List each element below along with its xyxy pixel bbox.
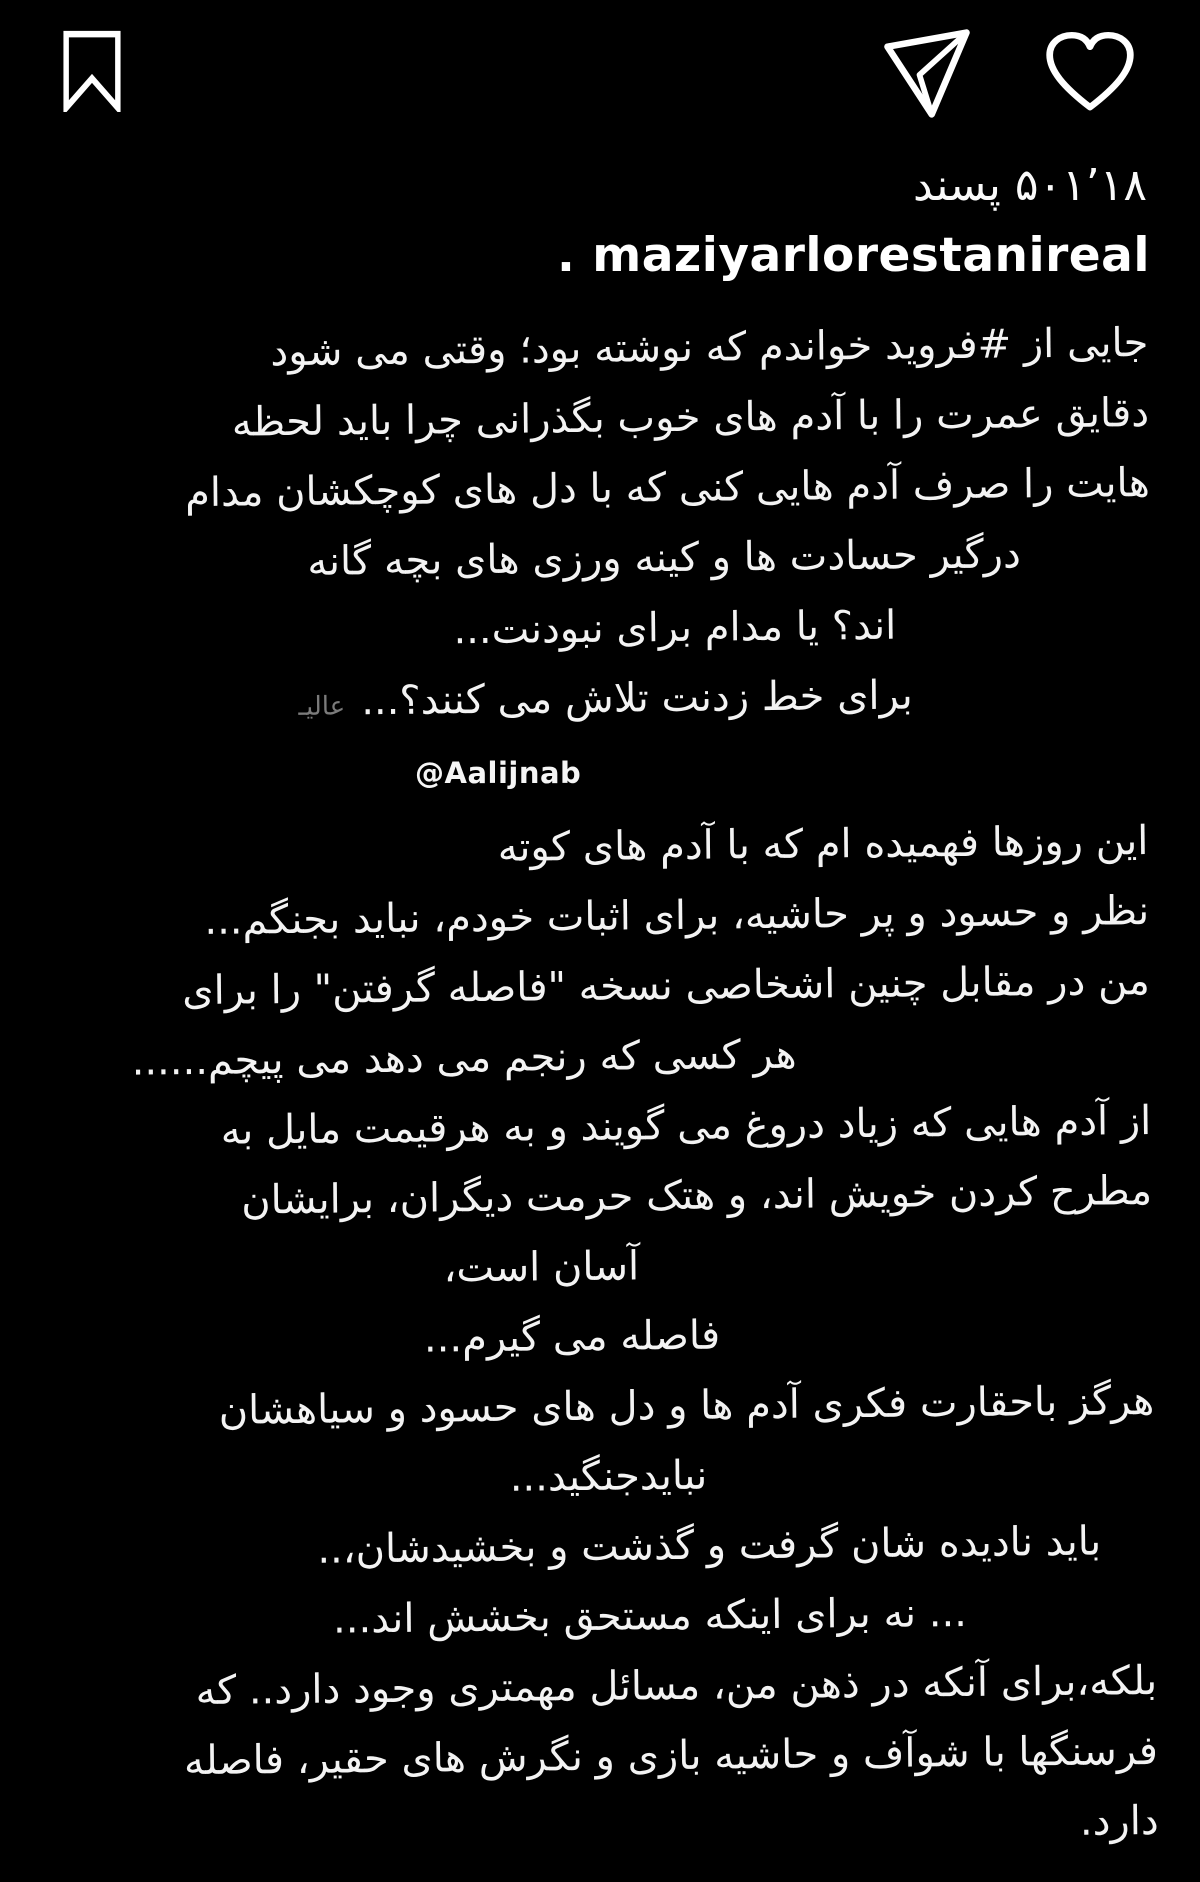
caption-line: مطرح کردن خویش اند، و هتک حرمت دیگران، برایشان xyxy=(241,1167,1153,1224)
save-button[interactable] xyxy=(58,30,126,112)
watermark-credit: @Aalijnab xyxy=(415,756,582,790)
like-button[interactable] xyxy=(1042,28,1138,118)
caption-line: دارد. xyxy=(1079,1797,1159,1845)
caption-paragraph-2 xyxy=(55,806,1159,1867)
caption-line: این روزها فهمیده ام که با آدم های کوته xyxy=(497,817,1149,871)
caption-line: درگیر حسادت ها و کینه ورزی های بچه گانه xyxy=(307,531,1022,585)
caption-line: باید نادیده شان گرفت و گذشت و بخشیدشان،.. xyxy=(317,1518,1102,1573)
bookmark-icon xyxy=(58,30,126,112)
caption-line: اند؟ یا مدام برای نبودنت... xyxy=(453,602,897,654)
caption-line: از آدم هایی که زیاد دروغ می گویند و به هرقیمت مایل به xyxy=(220,1097,1152,1154)
likes-count[interactable]: ۱۸’۵۰۱ پسند xyxy=(912,160,1147,211)
caption-line: نبایدجنگید... xyxy=(509,1452,708,1501)
username[interactable]: . maziyarlorestanireal xyxy=(557,228,1150,283)
caption-line: ... نه برای اینکه مستحق بخشش اند... xyxy=(332,1589,968,1643)
caption-line: فاصله می گیرم... xyxy=(423,1312,721,1362)
caption-line: من در مقابل چنین اشخاصی نسخه "فاصله گرفتن" را برای xyxy=(182,957,1151,1015)
caption-line: آسان است، xyxy=(443,1243,640,1292)
caption-line xyxy=(59,658,1153,744)
caption-line: هر کسی که رنجم می دهد می پیچم...... xyxy=(131,1031,797,1085)
caption-line: بلکه،برای آنکه در ذهن من، مسائل مهمتری وجود دارد.. که xyxy=(195,1657,1158,1715)
share-button[interactable] xyxy=(880,26,974,120)
watermark-remnant: عالیـ xyxy=(298,691,346,722)
heart-icon xyxy=(1042,28,1138,118)
caption-line: نظر و حسود و پر حاشیه، برای اثبات خودم، نباید بجنگم... xyxy=(204,887,1150,944)
caption-line: هرگز باحقارت فکری آدم ها و دل های حسود و سیاهشان xyxy=(218,1377,1155,1434)
paper-plane-icon xyxy=(880,26,974,120)
caption-line-text: برای خط زدنت تلاش می کنند؟... xyxy=(360,672,913,725)
caption-paragraph-1 xyxy=(55,308,1152,744)
caption-line: فرسنگها با شوآف و حاشیه بازی و نگرش های حقیر، فاصله xyxy=(183,1727,1159,1785)
caption-line: هایت را صرف آدم هایی کنی که با دل های کوچکشان مدام xyxy=(184,459,1151,517)
caption-line: دقایق عمرت را با آدم های خوب بگذرانی چرا باید لحظه xyxy=(231,389,1150,446)
caption-line: جایی از #فروید خواندم که نوشته بود؛ وقتی می شود xyxy=(270,319,1149,376)
